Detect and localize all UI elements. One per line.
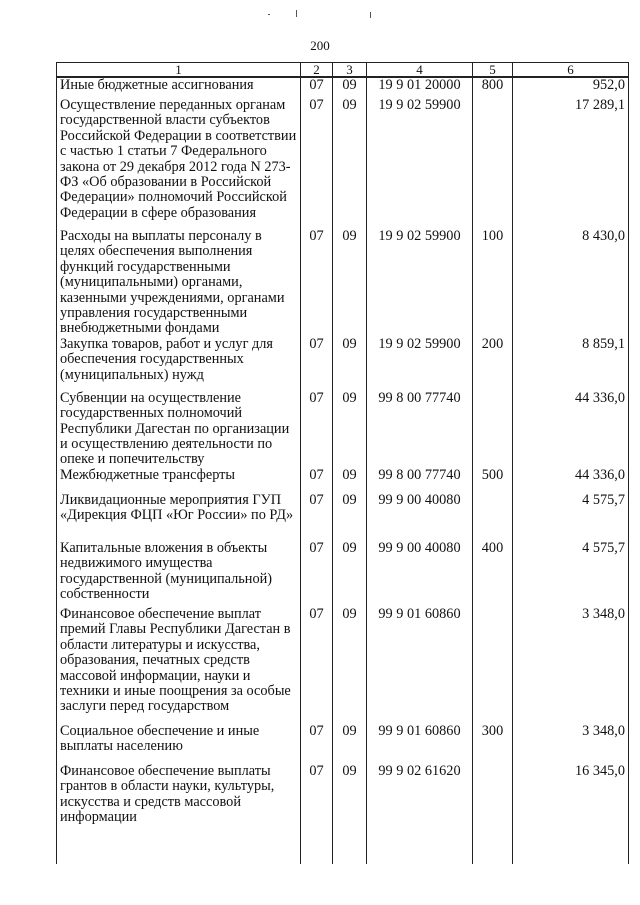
row-target-code: 99 8 00 77740 [367,468,473,493]
budget-table [56,62,629,864]
row-subsection: 09 [333,98,367,229]
row-name: Субвенции на осуществление государственных полномочий Республики Дагестан по организации и осуществлению деятельности по опеке и попечительству [57,391,301,468]
column-header: 1 [57,63,301,78]
row-subsection: 09 [333,764,367,864]
row-amount: 8 859,1 [513,337,629,391]
row-target-code: 19 9 02 59900 [367,98,473,229]
row-subsection: 09 [333,391,367,468]
table-row [57,493,629,541]
table-row [57,98,629,229]
row-subsection: 09 [333,337,367,391]
row-expense-type [473,607,513,724]
row-name: Финансовое обеспечение выплаты грантов в области науки, культуры, искусства и средств массовой информации [57,764,301,864]
table-row [57,229,629,337]
page-number: 200 [310,38,330,53]
row-subsection: 09 [333,607,367,724]
row-target-code: 99 8 00 77740 [367,391,473,468]
row-target-code: 99 9 02 61620 [367,764,473,864]
row-section: 07 [301,541,333,607]
row-name: Социальное обеспечение и иные выплаты населению [57,724,301,764]
row-expense-type: 400 [473,541,513,607]
row-section: 07 [301,391,333,468]
column-header: 4 [367,63,473,78]
row-expense-type: 500 [473,468,513,493]
row-amount: 3 348,0 [513,724,629,764]
row-section: 07 [301,468,333,493]
row-name: Межбюджетные трансферты [57,468,301,493]
row-expense-type [473,764,513,864]
row-target-code: 19 9 02 59900 [367,337,473,391]
row-section: 07 [301,77,333,98]
row-name: Закупка товаров, работ и услуг для обеспечения государственных (муниципальных) нужд [57,337,301,391]
table-row [57,541,629,607]
row-name: Ликвидационные мероприятия ГУП «Дирекция ФЦП «Юг России» по РД» [57,493,301,541]
row-target-code: 99 9 01 60860 [367,607,473,724]
row-target-code: 99 9 01 60860 [367,724,473,764]
row-section: 07 [301,764,333,864]
row-expense-type: 100 [473,229,513,337]
row-section: 07 [301,229,333,337]
row-target-code: 99 9 00 40080 [367,541,473,607]
row-section: 07 [301,607,333,724]
row-section: 07 [301,98,333,229]
row-target-code: 19 9 02 59900 [367,229,473,337]
row-subsection: 09 [333,724,367,764]
row-amount: 16 345,0 [513,764,629,864]
table-row [57,391,629,468]
column-header: 5 [473,63,513,78]
row-name: Финансовое обеспечение выплат премий Главы Республики Дагестан в области литературы и искусства, образования, печатных средств массовой информации, науки и техники и иные поощрения за особые заслуги перед государством [57,607,301,724]
row-amount: 44 336,0 [513,391,629,468]
row-target-code: 19 9 01 20000 [367,77,473,98]
table-row [57,607,629,724]
scan-mark [370,12,371,18]
row-subsection: 09 [333,229,367,337]
table-row [57,468,629,493]
row-target-code: 99 9 00 40080 [367,493,473,541]
row-name: Расходы на выплаты персоналу в целях обеспечения выполнения функций государственными (муниципальными) органами, казенными учреждениями, органами управления государственными внебюджетными фондами [57,229,301,337]
row-subsection: 09 [333,493,367,541]
column-header: 6 [513,63,629,78]
row-expense-type [473,391,513,468]
table-header-row [57,63,629,78]
scan-mark [268,14,270,15]
row-subsection: 09 [333,541,367,607]
table-row [57,724,629,764]
scan-mark [296,10,297,17]
table-row [57,77,629,98]
row-expense-type: 200 [473,337,513,391]
row-expense-type [473,98,513,229]
row-amount: 4 575,7 [513,493,629,541]
row-name: Иные бюджетные ассигнования [57,77,301,98]
row-name: Капитальные вложения в объекты недвижимого имущества государственной (муниципальной) собственности [57,541,301,607]
column-header: 2 [301,63,333,78]
row-expense-type: 300 [473,724,513,764]
row-amount: 4 575,7 [513,541,629,607]
row-amount: 44 336,0 [513,468,629,493]
row-expense-type [473,493,513,541]
row-amount: 952,0 [513,77,629,98]
row-amount: 8 430,0 [513,229,629,337]
row-section: 07 [301,493,333,541]
row-name: Осуществление переданных органам государственной власти субъектов Российской Федерации в соответствии с частью 1 статьи 7 Федерального закона от 29 декабря 2012 года N 273-ФЗ «Об образовании в Российской Федерации» полномочий Российской Федерации в сфере образования [57,98,301,229]
row-subsection: 09 [333,468,367,493]
row-subsection: 09 [333,77,367,98]
row-section: 07 [301,337,333,391]
column-header: 3 [333,63,367,78]
row-amount: 17 289,1 [513,98,629,229]
row-expense-type: 800 [473,77,513,98]
table-row [57,337,629,391]
row-section: 07 [301,724,333,764]
row-amount: 3 348,0 [513,607,629,724]
table-row [57,764,629,864]
